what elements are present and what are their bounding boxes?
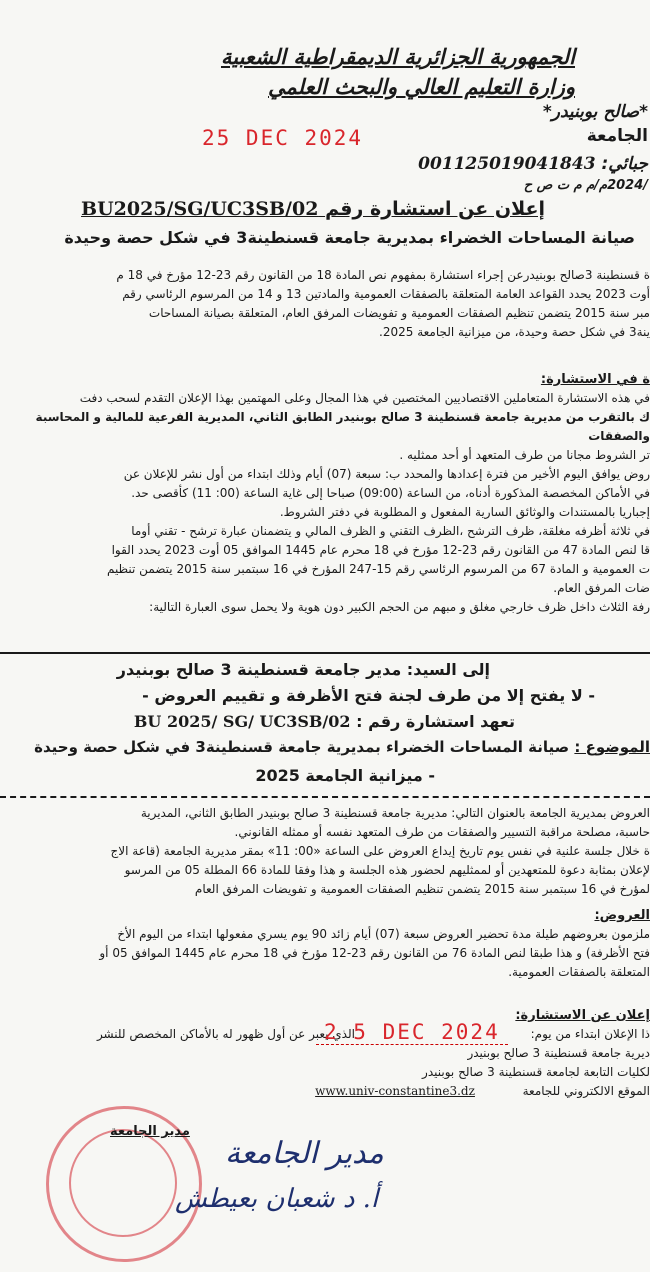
submission-line: ة خلال جلسة علنية في نفس يوم تاريخ إيداع العروض على الساعة «00: 11» بمقر مديرية الجامعة (قاعة الاج — [110, 844, 650, 858]
envelope-consult-text: تعهد استشارة رقم : — [356, 712, 515, 731]
participation-title: ة في الاستشارة: — [540, 372, 650, 387]
envelope-bottom-divider — [0, 796, 650, 798]
validity-line: المتعلقة بالصفقات العمومية. — [508, 965, 650, 979]
participation-line: روض يوافق اليوم الأخير من فترة إعدادها والمحدد ب: سبعة (07) أيام وذلك ابتداء من أول نشر للإعلان عن — [123, 467, 650, 481]
participation-line: في هذه الاستشارة المتعاملين الاقتصاديين المختصين في هذا المجال وعلى المهتمين بهذا الإعلان التقدم لسحب دفت — [79, 391, 650, 405]
publication-place: ديرية جامعة قسنطينة 3 صالح بوبنيدر — [467, 1046, 650, 1060]
envelope-budget: - ميزانية الجامعة 2025 — [255, 766, 435, 785]
nif-line — [418, 154, 648, 174]
envelope-subject — [34, 738, 650, 756]
participation-line: في ثلاثة أظرفه مغلقة، ظرف الترشح ،الظرف التقني و الظرف المالي و يتضمنان عبارة ترشح - تقني أوما — [131, 524, 650, 538]
publication-line-start: ذا الإعلان ابتداء من يوم: — [530, 1027, 650, 1041]
publication-date-stamp: 2 5 DEC 2024 — [316, 1020, 508, 1045]
announcement-subject: صيانة المساحات الخضراء بمديرية جامعة قسنطينة3 في شكل حصة وحيدة — [64, 228, 635, 247]
university-seal-inner — [69, 1129, 177, 1237]
envelope-subject-label: الموضوع : — [574, 738, 650, 756]
participation-line: تر الشروط مجانا من طرف المتعهد أو أحد ممثليه . — [399, 448, 650, 462]
intro-paragraph — [116, 266, 650, 342]
envelope-notice: - لا يفتح إلا من طرف لجنة فتح الأظرفة و تقييم العروض - — [142, 686, 595, 705]
envelope-consultation — [134, 712, 515, 731]
validity-title: العروض: — [594, 908, 650, 923]
envelope-consult-number: BU 2025/ SG/ UC3SB/02 — [133, 712, 351, 731]
website-label: الموقع الالكتروني للجامعة — [522, 1084, 650, 1098]
submission-line: حاسبة، مصلحة مراقبة التسيير والصفقات من طرف المتعهد نفسه أو ممثله القانوني. — [234, 825, 650, 839]
publication-line-end: الذي يعبر عن أول ظهور له بالأماكن المخصص للنشر — [96, 1027, 355, 1041]
participation-section — [36, 370, 650, 617]
announcement-title — [81, 198, 545, 220]
participation-line: في الأماكن المخصصة المذكورة أدناه، من الساعة (09:00) صباحا إلى غاية الساعة (00: 11) كأقصى حد. — [131, 486, 650, 500]
reference-number: /2024م/م م ت ص ح — [523, 178, 648, 193]
announcement-title-text: إعلان عن استشارة رقم — [325, 198, 545, 220]
validity-line: ملزمون بعروضهم طيلة مدة تحضير العروض سبعة (07) أيام زائد 90 يوم يسري مفعولها ابتداء من اليوم الأخ — [117, 927, 650, 941]
envelope-subject-text: صيانة المساحات الخضراء بمديرية جامعة قسنطينة3 في شكل حصة وحيدة — [34, 738, 570, 756]
participation-line: قا لنص المادة 47 من القانون رقم 23-12 مؤرخ في 18 محرم عام 1445 الموافق 05 أوت 2023 يحدد القوا — [111, 543, 650, 557]
submission-section — [111, 804, 650, 899]
signature-title: مدير الجامعة — [110, 1124, 190, 1139]
participation-line: إجباريا بالمستندات والوثائق السارية المفعول و المطلوبة في دفتر الشروط. — [279, 505, 650, 519]
participation-line: والصفقات — [588, 429, 650, 443]
republic-heading: الجمهورية الجزائرية الديمقراطية الشعبية — [220, 44, 575, 69]
submission-line: لمؤرخ في 16 سبتمبر سنة 2015 يتضمن تنظيم الصفقات العمومية و تفويضات المرفق العام — [194, 882, 650, 896]
university-name: *صالح بوبنيدر* — [542, 102, 648, 122]
publication-title: إعلان عن الاستشارة: — [515, 1008, 650, 1023]
participation-line: ت العمومية و المادة 67 من المرسوم الرئاسي رقم 15-247 المؤرخ في 16 سبتمبر سنة 2015 يتضمن تنظيم — [106, 562, 650, 576]
intro-line: ة قسنطينة 3صالح بوبنيدرعن إجراء استشارة بمفهوم نص المادة 18 من القانون رقم 23-12 مؤرخ في 18 م — [116, 268, 650, 282]
participation-line: ك بالتقرب من مديرية جامعة قسنطينة 3 صالح بوبنيدر الطابق الثاني، المديرية الفرعية للمالية و المحاسبة — [35, 410, 650, 424]
validity-line: فتح الأظرفة) و هذا طبقا لنص المادة 76 من القانون رقم 23-12 مؤرخ في 18 محرم عام 1445 الموافق 05 أو — [99, 946, 650, 960]
intro-line: أوت 2023 يحدد القواعد العامة المتعلقة بالصفقات العمومية والمادتين 13 و 14 من المرسوم الرئاسي رقم — [122, 287, 650, 301]
publication-place: لكليات التابعة لجامعة قسنطينة 3 صالح بوبنيدر — [422, 1065, 650, 1079]
received-date-stamp: 25 DEC 2024 — [202, 126, 364, 150]
signature-director-title: مدير الجامعة — [225, 1136, 384, 1171]
validity-section — [99, 906, 650, 982]
publication-website-line — [97, 1082, 650, 1101]
intro-line: مبر سنة 2015 يتضمن تنظيم الصفقات العمومية و تفويضات المرفق العام، المتعلقة بصيانة المساحات — [148, 306, 650, 320]
university-line: الجامعة — [586, 126, 648, 146]
signature-director-name: أ. د شعبان بعيطش — [175, 1184, 379, 1214]
nif-value: 001125019041843 — [418, 154, 596, 174]
participation-line: رفة الثلاث داخل ظرف خارجي مغلق و مبهم من الحجم الكبير دون هوية ولا يحمل سوى العبارة التالية: — [149, 600, 650, 614]
participation-line: ضات المرفق العام. — [553, 581, 650, 595]
nif-label: جبائي: — [601, 154, 648, 174]
envelope-top-divider — [0, 652, 650, 654]
submission-line: العروض بمديرية الجامعة بالعنوان التالي: مديرية جامعة قسنطينة 3 صالح بوبنيدر الطابق الثاني، المديرية — [140, 806, 650, 820]
website-link[interactable]: www.univ-constantine3.dz — [315, 1084, 475, 1098]
intro-line: ينة3 في شكل حصة وحيدة، من ميزانية الجامعة 2025. — [379, 325, 650, 339]
announcement-number: BU2025/SG/UC3SB/02 — [81, 198, 319, 220]
submission-line: لإعلان بمثابة دعوة للمتعهدين أو لممثليهم لحضور هذه الجلسة و هذا وفقا للمادة 66 المطلة 05 من المرسو — [124, 863, 650, 877]
envelope-addressee: إلى السيد: مدير جامعة قسنطينة 3 صالح بوبنيدر — [116, 660, 490, 679]
ministry-heading: وزارة التعليم العالي والبحث العلمي — [268, 74, 575, 99]
